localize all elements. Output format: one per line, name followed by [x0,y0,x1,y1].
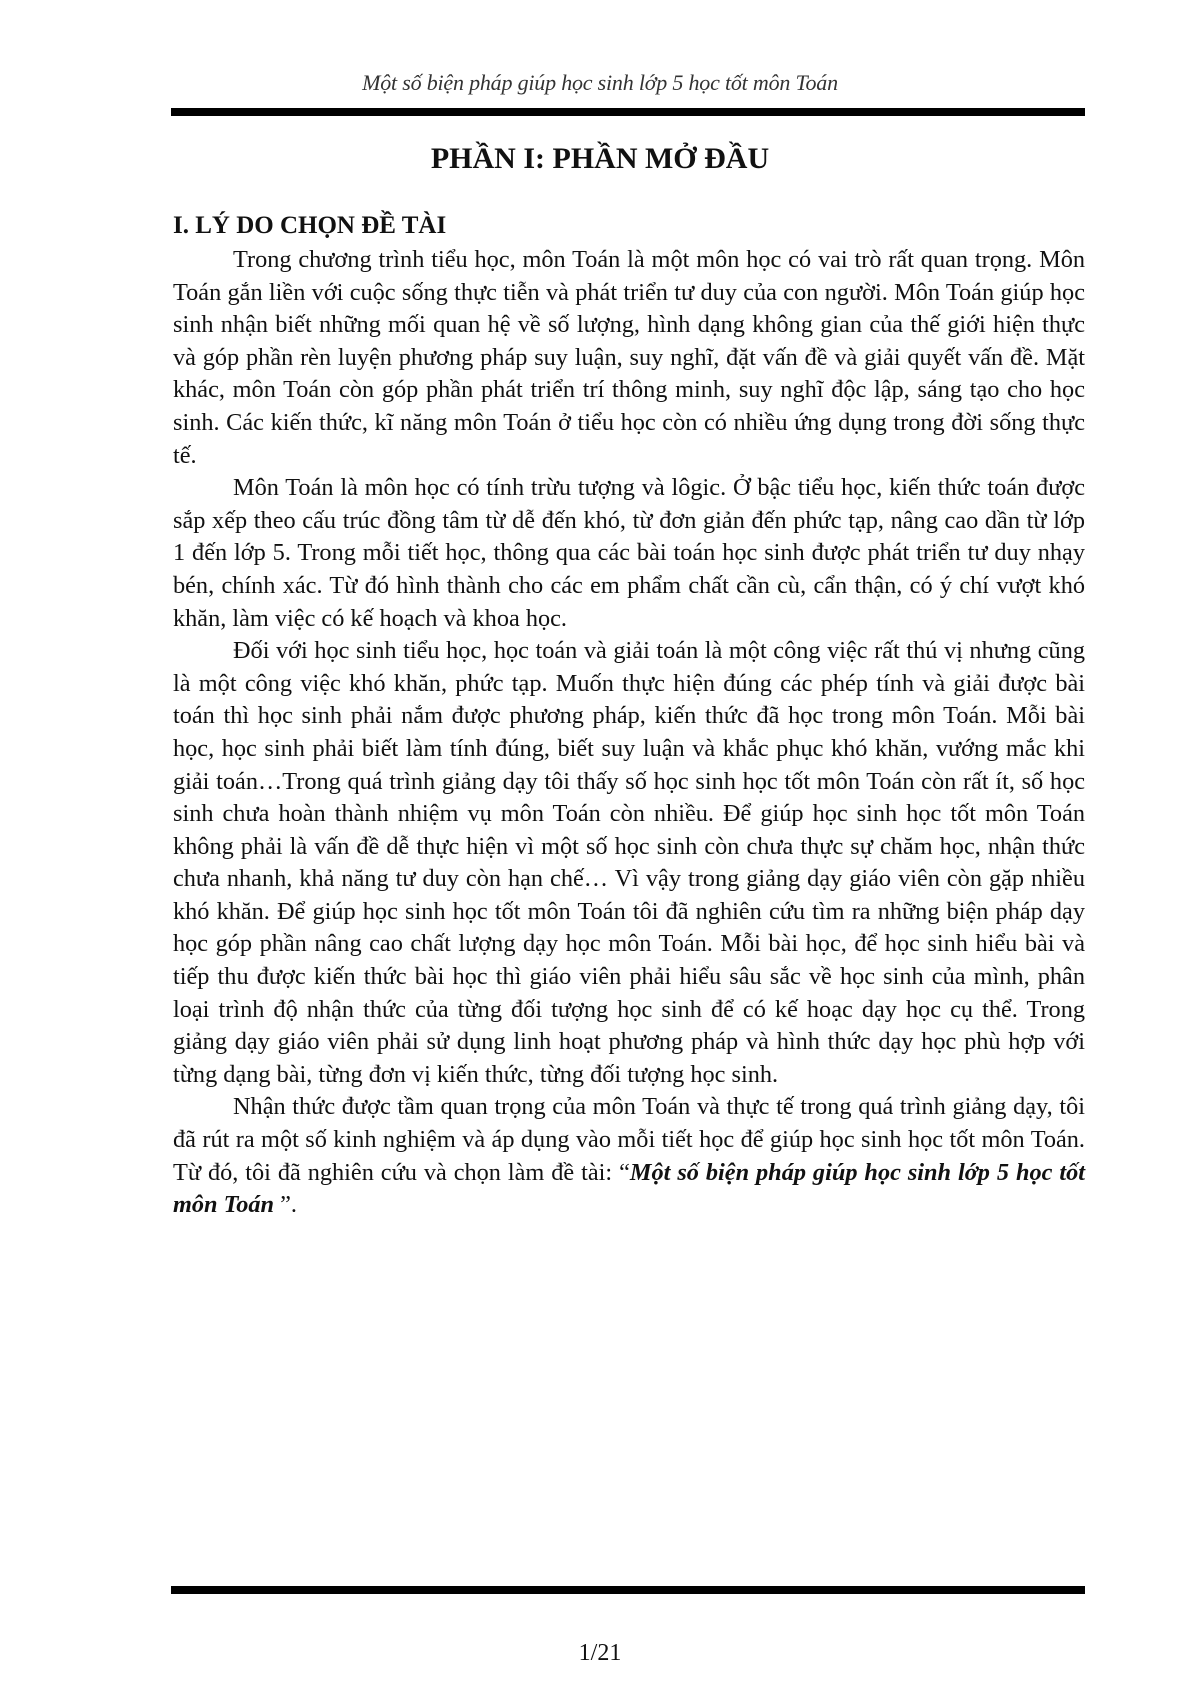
paragraph-4-text: Nhận thức được tầm quan trọng của môn Toán và thực tế trong quá trình giảng dạy, tôi đã rút ra một số kinh nghiệm và áp dụng vào mỗi tiết học để giúp học sinh học tốt môn Toán. Từ đó, tôi đã nghiên cứu và chọn làm đề tài: “ [173,1093,1085,1186]
footer-rule [171,1586,1085,1594]
part-heading: PHẦN I: PHẦN MỞ ĐẦU [430,142,770,175]
section-heading: I. LÝ DO CHỌN ĐỀ TÀI [173,212,447,239]
paragraph-1: Trong chương trình tiểu học, môn Toán là một môn học có vai trò rất quan trọng. Môn Toán gắn liền với cuộc sống thực tiễn và phát triển tư duy của con người. Môn Toán giúp học sinh nhận biết những mối quan hệ về số lượng, hình dạng không gian của thế giới hiện thực và góp phần rèn luyện phương pháp suy luận, suy nghĩ, đặt vấn đề và giải quyết vấn đề. Mặt khác, môn Toán còn góp phần phát triển trí thông minh, suy nghĩ độc lập, sáng tạo cho học sinh. Các kiến thức, kĩ năng môn Toán ở tiểu học còn có nhiều ứng dụng trong đời sống thực tế. [173,246,1085,469]
paragraph-4-closing: ”. [274,1191,297,1219]
topic-title: Một số biện pháp giúp học sinh lớp 5 học tốt môn Toán [173,1158,1086,1219]
paragraph-4 [173,1091,1085,1221]
paragraph-2: Môn Toán là môn học có tính trừu tượng và lôgic. Ở bậc tiểu học, kiến thức toán được sắp xếp theo cấu trúc đồng tâm từ dễ đến khó, từ đơn giản đến phức tạp, nâng cao dần từ lớp 1 đến lớp 5. Trong mỗi tiết học, thông qua các bài toán học sinh được phát triển tư duy nhạy bén, chính xác. Từ đó hình thành cho các em phẩm chất cần cù, cẩn thận, có ý chí vượt khó khăn, làm việc có kế hoạch và khoa học. [173,474,1085,632]
running-header: Một số biện pháp giúp học sinh lớp 5 học tốt môn Toán [362,70,838,95]
header-rule [171,108,1085,116]
paragraph-3: Đối với học sinh tiểu học, học toán và giải toán là một công việc rất thú vị nhưng cũng là một công việc khó khăn, phức tạp. Muốn thực hiện đúng các phép tính và giải được bài toán thì học sinh phải nắm được phương pháp, kiến thức đã học trong môn Toán. Mỗi bài học, học sinh phải biết làm tính đúng, biết suy luận và khắc phục khó khăn, vướng mắc khi giải toán…Trong quá trình giảng dạy tôi thấy số học sinh học tốt môn Toán còn rất ít, số học sinh chưa hoàn thành nhiệm vụ môn Toán còn nhiều. Để giúp học sinh học tốt môn Toán không phải là vấn đề dễ thực hiện vì một số học sinh còn chưa thực sự chăm học, nhận thức chưa nhanh, khả năng tư duy còn hạn chế… Vì vậy trong giảng dạy giáo viên còn gặp nhiều khó khăn. Để giúp học sinh học tốt môn Toán tôi đã nghiên cứu tìm ra những biện pháp dạy học góp phần nâng cao chất lượng dạy học môn Toán. Mỗi bài học, để học sinh hiểu bài và tiếp thu được kiến thức bài học thì giáo viên phải hiểu sâu sắc về học sinh của mình, phân loại trình độ nhận thức của từng đối tượng học sinh để có kế hoạc dạy học cụ thể. Trong giảng dạy giáo viên phải sử dụng linh hoạt phương pháp và hình thức dạy học phù hợp với từng dạng bài, từng đơn vị kiến thức, từng đối tượng học sinh. [173,637,1085,1088]
body-text [173,244,1085,1222]
page-number: 1/21 [578,1640,622,1666]
